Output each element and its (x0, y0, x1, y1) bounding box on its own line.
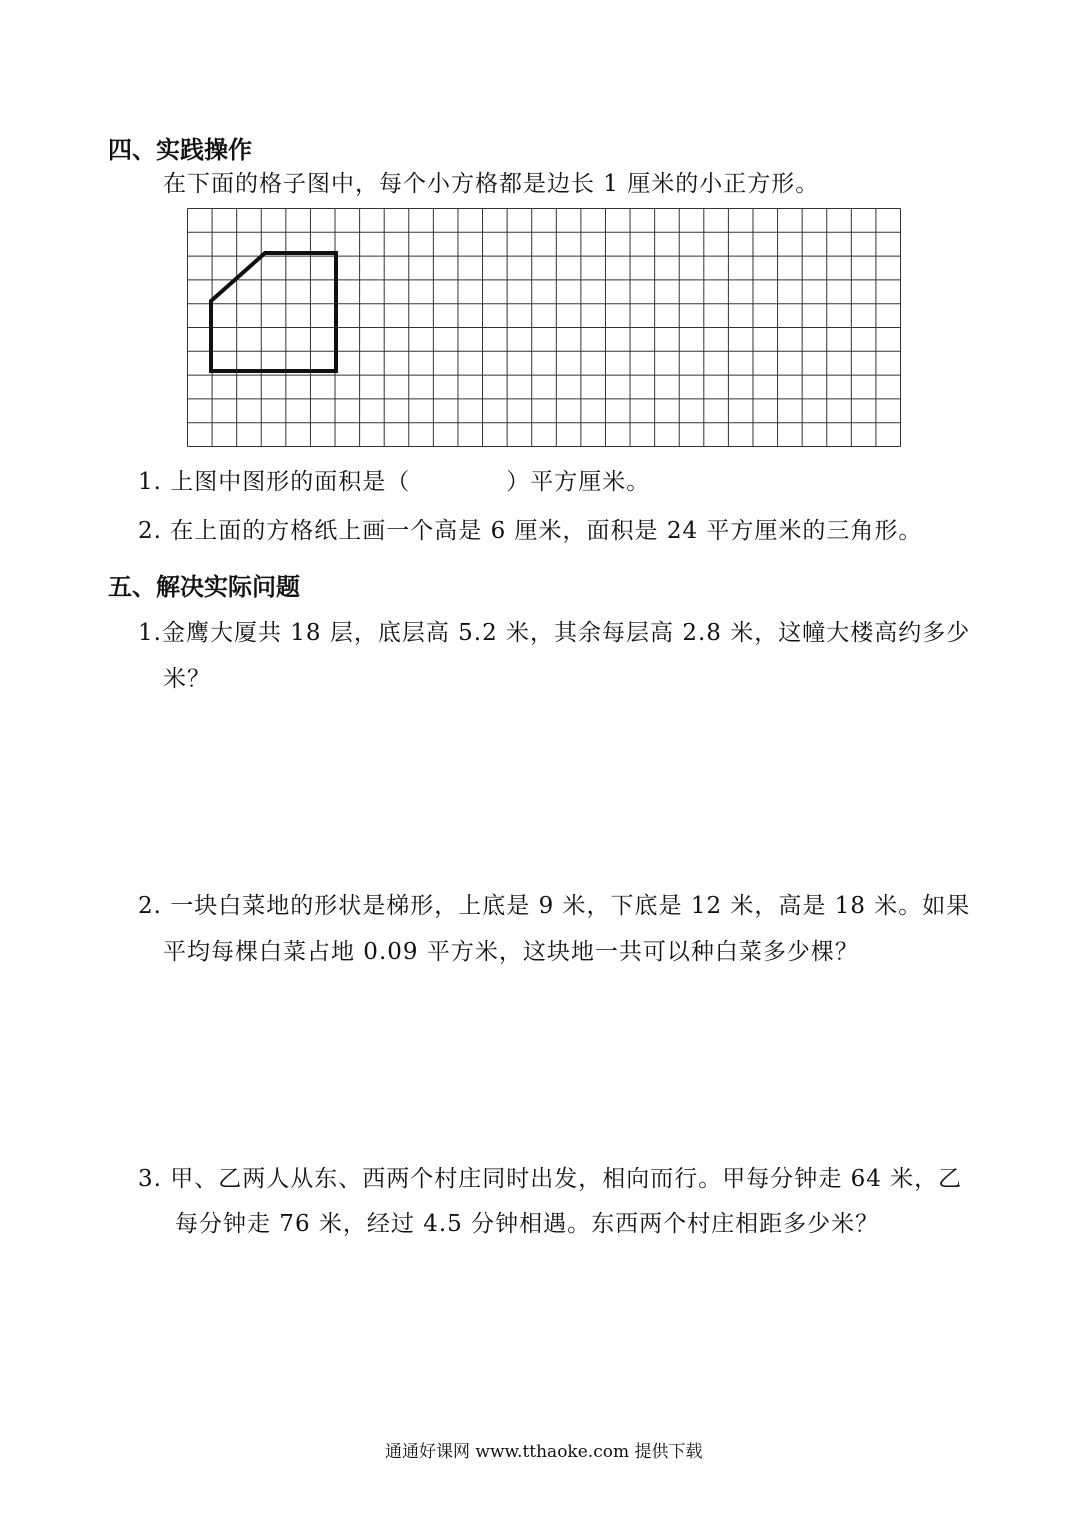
shape-polygon (211, 253, 336, 371)
question-2-number: 2. (138, 518, 162, 544)
problem-2 (138, 887, 970, 920)
problem-2-continued: 平均每棵白菜占地 0.09 平方米，这块地一共可以种白菜多少棵？ (163, 939, 859, 965)
problem-1-continued: 米？ (163, 666, 211, 692)
question-1-number: 1. (138, 469, 162, 495)
section5-heading: 五、解决实际问题 (108, 573, 300, 601)
problem-1-line1: 金鹰大厦共 18 层，底层高 5.2 米，其余每层高 2.8 米，这幢大楼高约多少 (161, 620, 971, 646)
section4-intro: 在下面的格子图中，每个小方格都是边长 1 厘米的小正方形。 (163, 171, 820, 197)
problem-3-line1: 甲、乙两人从东、西两个村庄同时出发，相向而行。甲每分钟走 64 米，乙 (170, 1166, 963, 1192)
grid-paper (187, 208, 901, 448)
problem-3-continued: 每分钟走 76 米，经过 4.5 分钟相遇。东西两个村庄相距多少米？ (175, 1211, 880, 1237)
question-1-text: 上图中图形的面积是（ ）平方厘米。 (170, 469, 651, 495)
problem-3-number: 3. (138, 1166, 162, 1192)
problem-3 (138, 1160, 962, 1193)
question-2 (138, 512, 922, 545)
problem-2-line1: 一块白菜地的形状是梯形，上底是 9 米，下底是 12 米，高是 18 米。如果 (170, 893, 971, 919)
question-2-text: 在上面的方格纸上画一个高是 6 厘米，面积是 24 平方厘米的三角形。 (170, 518, 923, 544)
problem-1 (138, 614, 970, 647)
section4-heading: 四、实践操作 (108, 136, 252, 164)
footer-credit: 通通好课网 www.tthaoke.com 提供下载 (385, 1442, 703, 1462)
problem-2-number: 2. (138, 893, 162, 919)
question-1 (138, 463, 650, 496)
grid-lines (188, 209, 901, 447)
problem-1-number: 1. (138, 620, 162, 646)
